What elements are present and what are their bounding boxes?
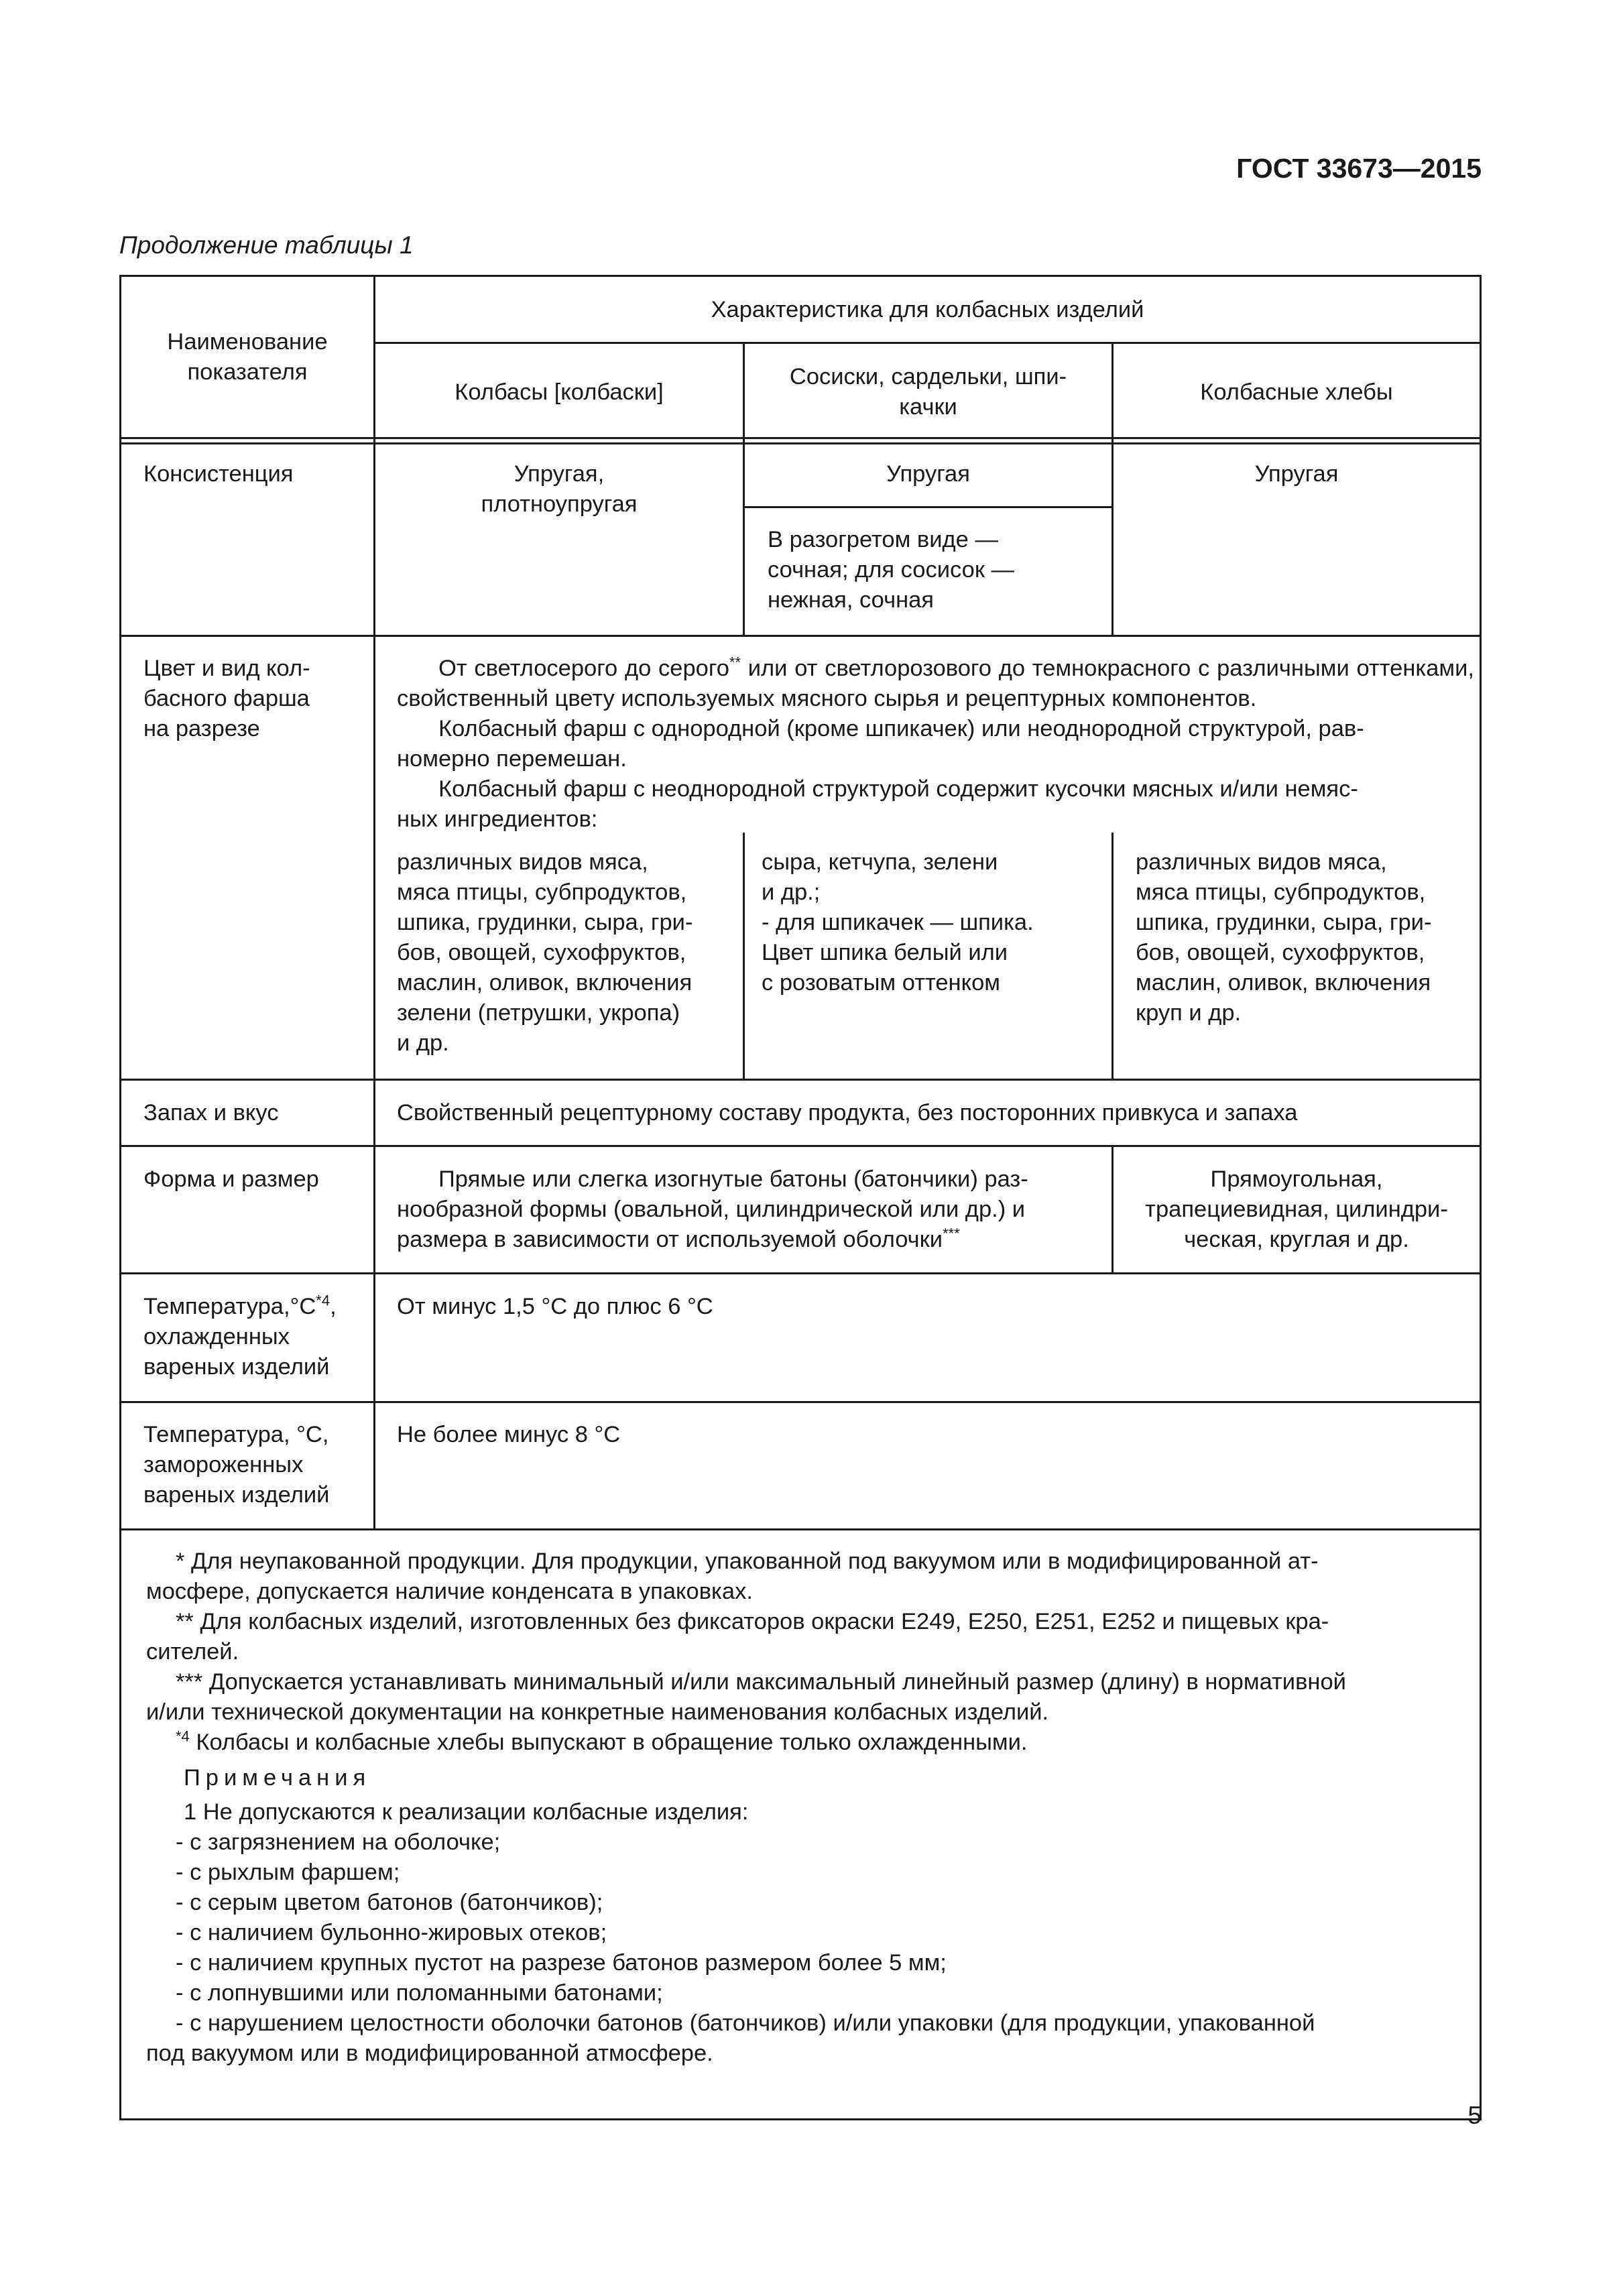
smell-value: Свойственный рецептурному составу продукта, без посторонних привкуса и запаха: [397, 1100, 1298, 1126]
header-col-meat-loaves: Колбасные хлебы: [1200, 379, 1393, 405]
color-paragraph-3: Колбасный фарш с неоднородной структурой содержит кусочки мясных и/или немяс- ных ингредиентов:: [397, 776, 1358, 832]
color-col1: различных видов мяса, мяса птицы, субпродуктов, шпика, грудинки, сыра, гри- бов, овощей, сухофруктов, маслин, оливок, включения зелени (петрушки, укропа) и др.: [397, 849, 693, 1056]
consistency-col1: Упругая, плотноупругая: [481, 461, 638, 517]
row-name-consistency: Консистенция: [143, 461, 294, 487]
footnote-4: $^{*4}$ Колбасы и колбасные хлебы выпускают в обращение только охлажденными.: [176, 1728, 1028, 1755]
color-paragraph-2: Колбасный фарш с однородной (кроме шпикачек) или неоднородной структурой, рав- номерно перемешан.: [397, 716, 1364, 772]
notes-item: - с нарушением целостности оболочки батонов (батончиков) и/или упаковки (для продукции, упакованной под вакуумом или в модифицированной атмосфере.: [146, 2010, 1315, 2066]
row-name-shape: Форма и размер: [143, 1166, 319, 1192]
notes-item: - с лопнувшими или поломанными батонами;: [176, 1980, 663, 2006]
notes-intro: 1 Не допускаются к реализации колбасные изделия:: [184, 1799, 749, 1825]
row-name-temp-frozen: Температура, °С, замороженных вареных изделий: [143, 1422, 330, 1508]
temp-frozen-value: Не более минус 8 °С: [397, 1422, 621, 1447]
footnote-1: * Для неупакованной продукции. Для продукции, упакованной под вакуумом или в модифицированной ат- мосфере, допускается наличие конденсата в упаковках.: [146, 1549, 1319, 1604]
notes-item: - с серым цветом батонов (батончиков);: [176, 1890, 603, 1915]
page-number: 5: [1467, 2102, 1482, 2129]
footnote-2: ** Для колбасных изделий, изготовленных без фиксаторов окраски Е249, Е250, Е251, Е252 и пищевых кра- сителей.: [146, 1609, 1329, 1665]
shape-col3: Прямоугольная, трапециевидная, цилиндри- ческая, круглая и др.: [1145, 1166, 1448, 1252]
color-paragraph-1: От светлосерого до серого** или от светлорозового до темнокрасного с различными оттенками, свойственный цвету используемых мясного сырья и рецептурных компонентов.: [397, 654, 1475, 711]
header-indicator-name: Наименование показателя: [167, 329, 328, 385]
header-col-sausages: Колбасы [колбаски]: [455, 379, 664, 405]
row-name-color: Цвет и вид кол- басного фарша на разрезе: [143, 656, 310, 741]
shape-value: Прямые или слегка изогнутые батоны (батончики) раз- нообразной формы (овальной, цилиндрической или др.) и размера в зависимости от используемой оболочки***: [397, 1166, 1028, 1252]
header-characteristic-group: Характеристика для колбасных изделий: [711, 297, 1144, 322]
color-col2: сыра, кетчупа, зелени и др.; - для шпикачек — шпика. Цвет шпика белый или с розоватым оттенком: [762, 849, 1034, 995]
footnote-3: *** Допускается устанавливать минимальный и/или максимальный линейный размер (длину) в нормативной и/или технической документации на конкретные наименования колбасных изделий.: [146, 1669, 1346, 1725]
notes-item: - с рыхлым фаршем;: [176, 1860, 400, 1885]
consistency-col3: Упругая: [1254, 461, 1339, 487]
consistency-col2-top: Упругая: [886, 461, 970, 487]
document-code: ГОСТ 33673—2015: [1236, 153, 1482, 184]
notes-item: - с наличием крупных пустот на разрезе батонов размером более 5 мм;: [176, 1950, 947, 1976]
consistency-col2-bottom: В разогретом виде — сочная; для сосисок — нежная, сочная: [768, 527, 1015, 613]
color-description: [397, 654, 1474, 835]
notes-title: Примечания: [184, 1765, 371, 1791]
header-col-frankfurters: Сосиски, сардельки, шпи- качки: [789, 364, 1067, 420]
color-col3: различных видов мяса, мяса птицы, субпродуктов, шпика, грудинки, сыра, гри- бов, овощей, сухофруктов, маслин, оливок, включения круп и др.: [1136, 849, 1432, 1026]
notes-item: - с наличием бульонно-жировых отеков;: [176, 1920, 607, 1945]
table-caption: Продолжение таблицы 1: [119, 231, 414, 259]
notes-item: - с загрязнением на оболочке;: [176, 1829, 501, 1855]
temp-chilled-value: От минус 1,5 °С до плюс 6 °С: [397, 1294, 713, 1319]
row-name-smell: Запах и вкус: [143, 1100, 279, 1126]
row-name-temp-chilled: $Температура,^\circ С^{*4}$, охлажденных вареных изделий: [143, 1292, 337, 1380]
footnotes: [146, 1547, 1467, 2069]
